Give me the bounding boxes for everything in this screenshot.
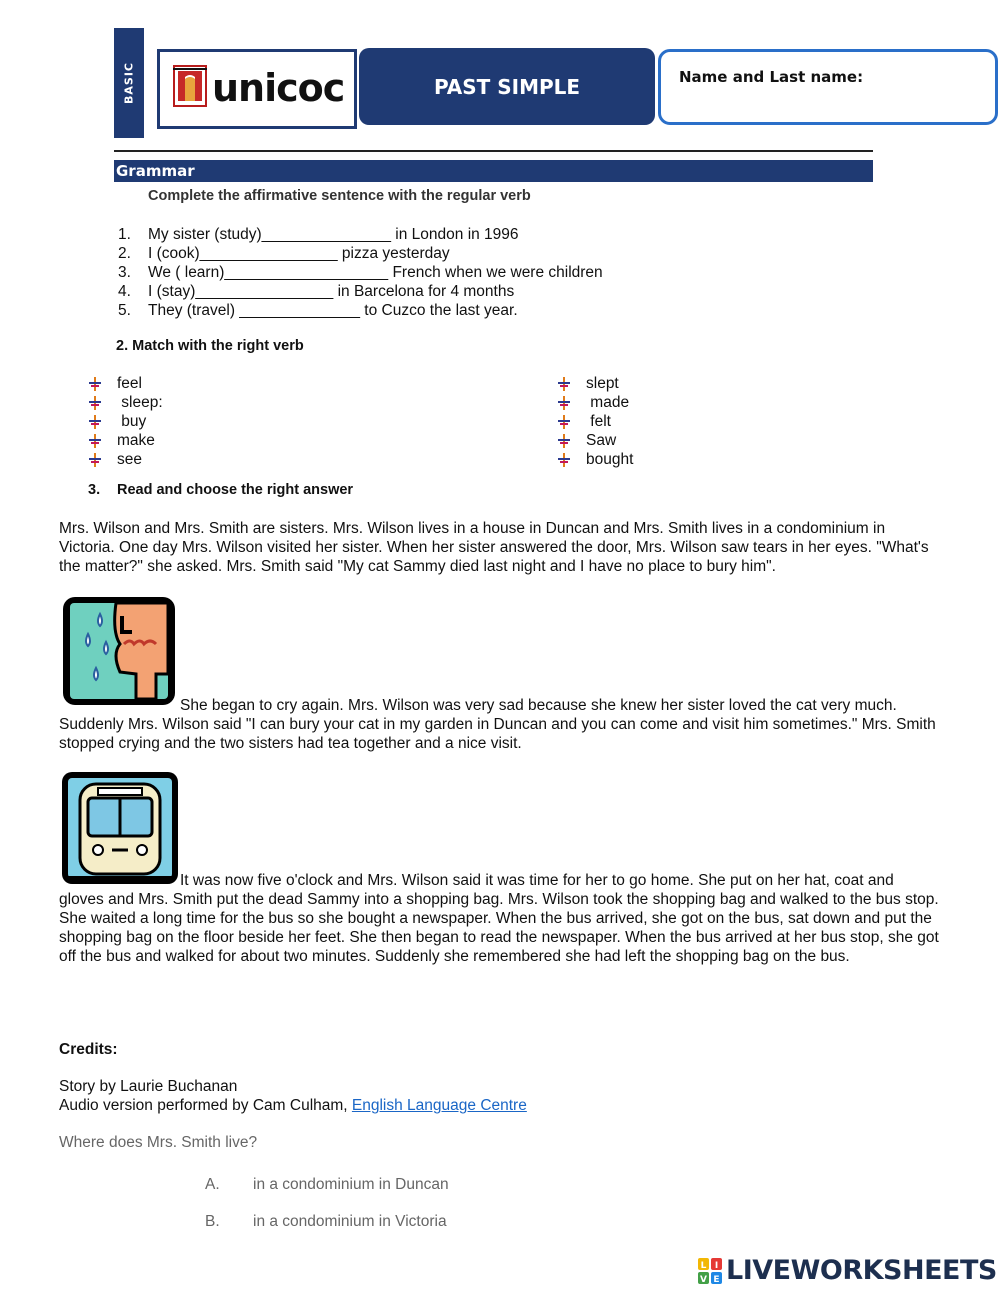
exercise3-number: 3. bbox=[88, 482, 101, 498]
match-item[interactable] bbox=[88, 450, 163, 469]
bus-icon bbox=[60, 770, 180, 886]
match-item[interactable] bbox=[557, 450, 633, 469]
answer-option-a[interactable] bbox=[205, 1176, 449, 1194]
liveworksheets-badge-icon bbox=[698, 1258, 722, 1284]
match-item[interactable] bbox=[557, 412, 633, 431]
match-item[interactable] bbox=[557, 431, 633, 450]
quiz-question: Where does Mrs. Smith live? bbox=[59, 1134, 258, 1151]
credits-audio bbox=[59, 1096, 527, 1115]
pushpin-icon bbox=[88, 434, 102, 448]
item-number: 2. bbox=[118, 245, 131, 262]
match-item[interactable] bbox=[88, 374, 163, 393]
list-item[interactable] bbox=[118, 301, 603, 320]
name-label: Name and Last name: bbox=[679, 68, 864, 86]
match-word: felt bbox=[586, 413, 611, 430]
item-text: I (stay)________________ in Barcelona for 4 months bbox=[148, 283, 515, 300]
name-field[interactable] bbox=[658, 49, 998, 125]
list-item[interactable] bbox=[118, 282, 603, 301]
match-left-column bbox=[88, 374, 163, 469]
pushpin-icon bbox=[88, 396, 102, 410]
section-title: Grammar bbox=[116, 162, 195, 180]
unicoc-logo bbox=[157, 49, 357, 129]
level-label: BASIC bbox=[122, 62, 136, 104]
crying-face-icon bbox=[60, 594, 178, 708]
match-item[interactable] bbox=[557, 374, 633, 393]
story-paragraph-2 bbox=[59, 696, 939, 753]
exercise1-list bbox=[118, 225, 603, 320]
pushpin-icon bbox=[557, 453, 571, 467]
match-word: make bbox=[117, 432, 155, 449]
match-word: buy bbox=[117, 413, 147, 430]
credits-audio-prefix: Audio version performed by Cam Culham, bbox=[59, 1097, 352, 1114]
svg-text:L: L bbox=[700, 1260, 707, 1271]
list-item[interactable] bbox=[118, 263, 603, 282]
pushpin-icon bbox=[88, 453, 102, 467]
item-text: They (travel) ______________ to Cuzco the last year. bbox=[148, 302, 518, 319]
liveworksheets-logo bbox=[698, 1255, 997, 1286]
item-text: I (cook)________________ pizza yesterday bbox=[148, 245, 450, 262]
list-item[interactable] bbox=[118, 244, 603, 263]
match-item[interactable] bbox=[88, 393, 163, 412]
exercise2-title: 2. Match with the right verb bbox=[116, 338, 304, 354]
section-header bbox=[114, 160, 873, 182]
match-word: see bbox=[117, 451, 142, 468]
story-paragraph-2-text: She began to cry again. Mrs. Wilson was very sad because she knew her sister loved the cat very much. Suddenly Mrs. Wilson said "I can bury your cat in my garden in Duncan and you can come and visit him sometimes." Mrs. Smith stopped crying and the two sisters had tea together and a nice visit. bbox=[59, 697, 936, 752]
item-number: 3. bbox=[118, 264, 131, 281]
item-number: 4. bbox=[118, 283, 131, 300]
level-strip bbox=[114, 28, 144, 138]
match-item[interactable] bbox=[88, 431, 163, 450]
match-word: slept bbox=[586, 375, 619, 392]
match-word: feel bbox=[117, 375, 142, 392]
match-word: Saw bbox=[586, 432, 617, 449]
item-number: 5. bbox=[118, 302, 131, 319]
page-title: PAST SIMPLE bbox=[359, 48, 655, 125]
exercise3-title bbox=[88, 482, 353, 498]
pushpin-icon bbox=[557, 396, 571, 410]
svg-text:V: V bbox=[700, 1274, 707, 1284]
svg-text:E: E bbox=[713, 1274, 720, 1284]
svg-text:I: I bbox=[714, 1260, 719, 1271]
option-letter: B. bbox=[205, 1213, 220, 1230]
match-right-column bbox=[557, 374, 633, 469]
pushpin-icon bbox=[557, 434, 571, 448]
english-language-centre-link[interactable]: English Language Centre bbox=[351, 1097, 527, 1114]
option-text: in a condominium in Duncan bbox=[253, 1176, 449, 1193]
item-number: 1. bbox=[118, 226, 131, 243]
exercise1-instruction: Complete the affirmative sentence with the regular verb bbox=[148, 188, 531, 204]
match-word: bought bbox=[586, 451, 634, 468]
credits-story: Story by Laurie Buchanan bbox=[59, 1078, 238, 1095]
liveworksheets-brand: LIVEWORKSHEETS bbox=[726, 1255, 997, 1286]
item-text: We ( learn)___________________ French when we were children bbox=[148, 264, 603, 281]
match-word: made bbox=[586, 394, 630, 411]
option-letter: A. bbox=[205, 1176, 220, 1193]
story-paragraph-3 bbox=[59, 871, 939, 966]
match-word: sleep: bbox=[117, 394, 163, 411]
pushpin-icon bbox=[88, 377, 102, 391]
logo-text: unicoc bbox=[212, 66, 345, 110]
story-paragraph-1: Mrs. Wilson and Mrs. Smith are sisters. Mrs. Wilson lives in a house in Duncan and Mrs. Smith lives in a condominium in Victoria. One day Mrs. Wilson visited her sister. When her sister answered the door, Mrs. Wilson saw tears in her eyes. "What's the matter?" she asked. Mrs. Smith said "My cat Sammy died last night and I have no place to bury him". bbox=[59, 520, 929, 575]
unicoc-emblem-icon bbox=[173, 65, 207, 107]
divider bbox=[114, 150, 873, 152]
match-item[interactable] bbox=[557, 393, 633, 412]
option-text: in a condominium in Victoria bbox=[253, 1213, 447, 1230]
list-item[interactable] bbox=[118, 225, 603, 244]
credits bbox=[59, 1077, 527, 1115]
pushpin-icon bbox=[557, 377, 571, 391]
item-text: My sister (study)_______________ in London in 1996 bbox=[148, 226, 519, 243]
exercise3-heading: Read and choose the right answer bbox=[117, 482, 354, 498]
pushpin-icon bbox=[88, 415, 102, 429]
answer-option-b[interactable] bbox=[205, 1213, 447, 1231]
story-paragraph-3-text: It was now five o'clock and Mrs. Wilson said it was time for her to go home. She put on her hat, coat and gloves and Mrs. Smith put the dead Sammy into a shopping bag. Mrs. Wilson took the shopping bag and walked to the bus stop. She waited a long time for the bus so she bought a newspaper. When the bus arrived, she got on the bus, sat down and put the shopping bag on the floor beside her feet. She then began to read the newspaper. When the bus arrived at her bus stop, she got off the bus and walked for about two minutes. Suddenly she remembered she had left the shopping bag on the bus. bbox=[59, 872, 939, 965]
match-item[interactable] bbox=[88, 412, 163, 431]
credits-title: Credits: bbox=[59, 1041, 118, 1058]
pushpin-icon bbox=[557, 415, 571, 429]
